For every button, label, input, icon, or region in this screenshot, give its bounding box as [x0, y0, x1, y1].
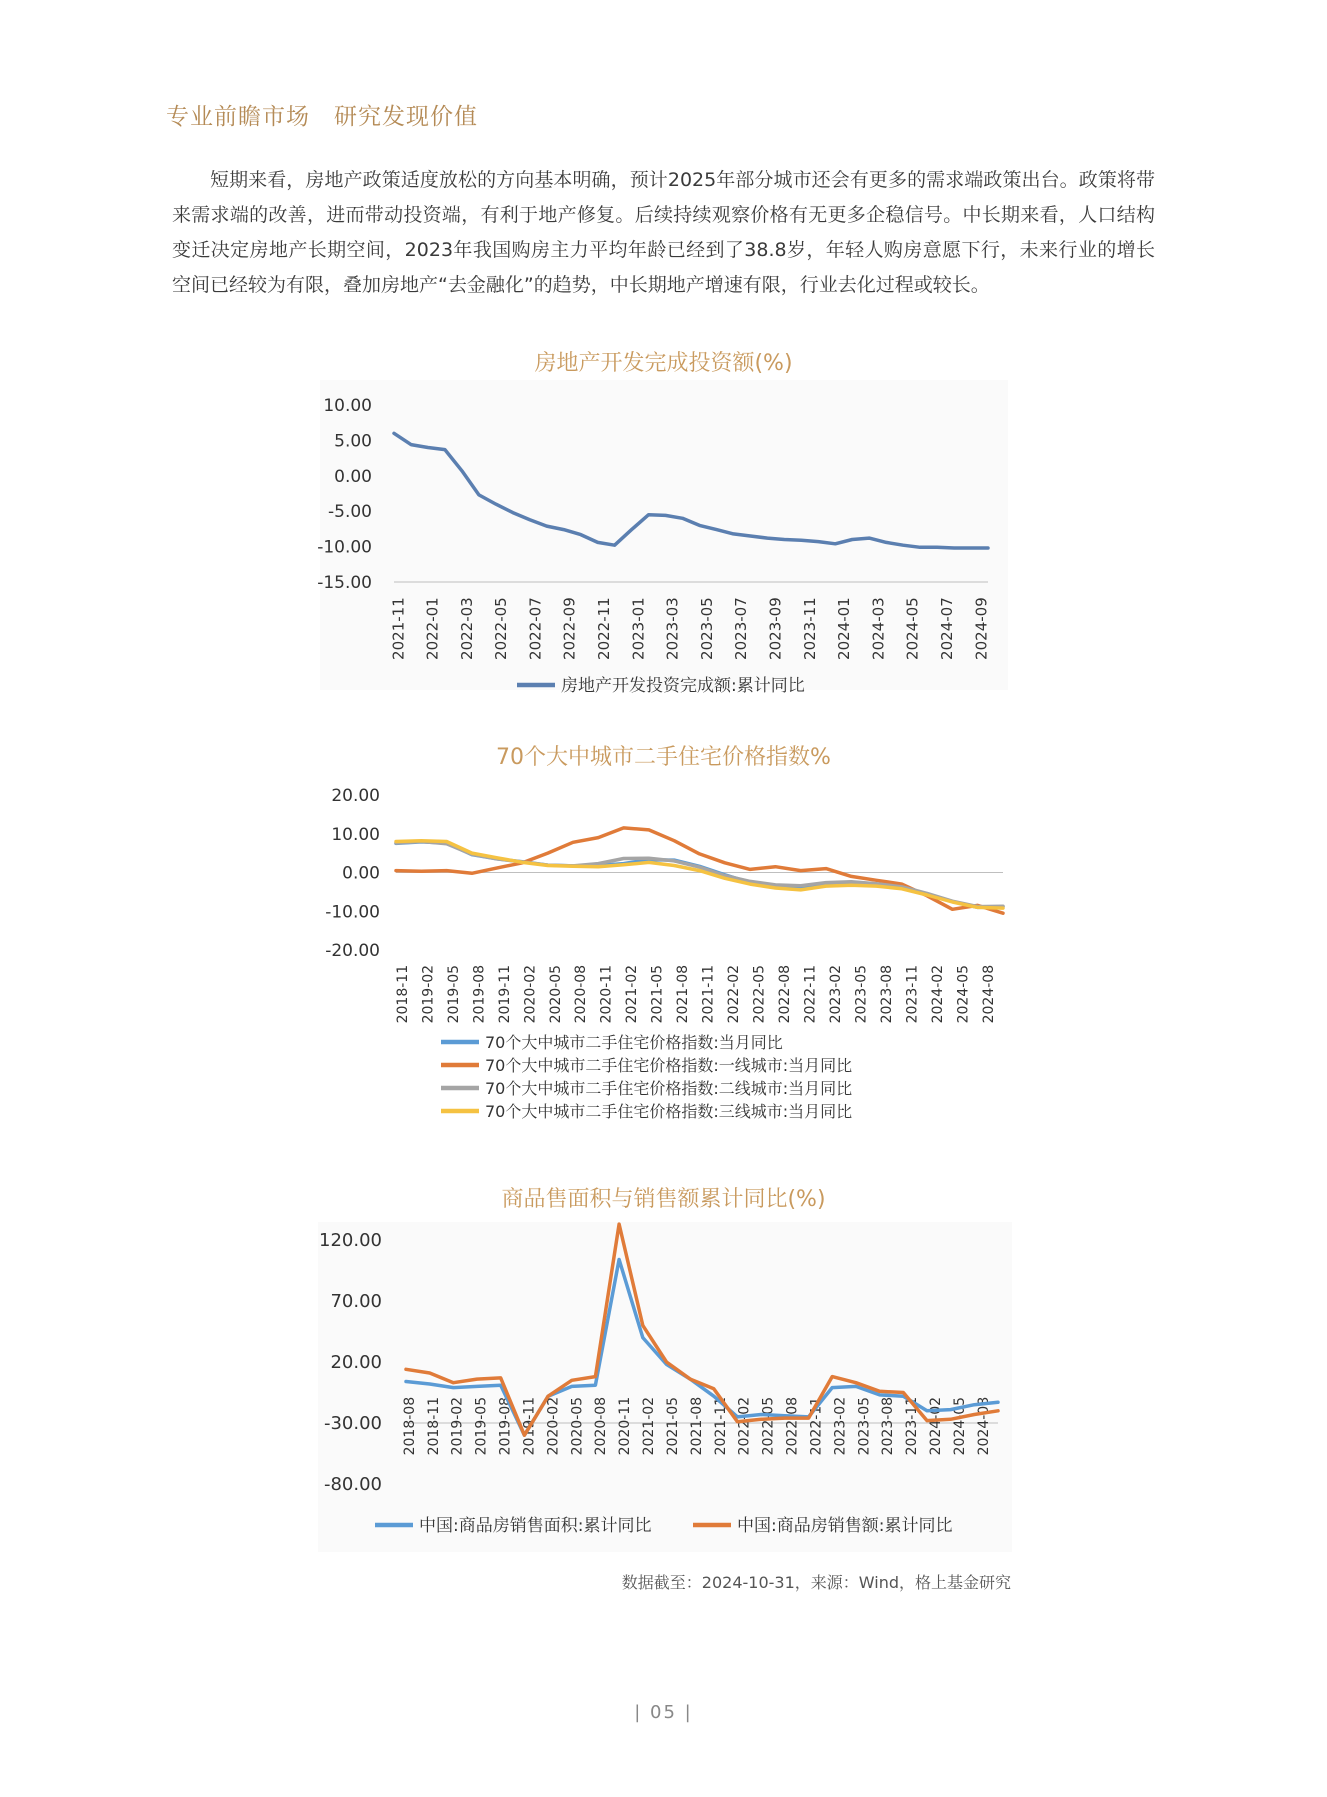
x-tick-label: 2022-11: [802, 964, 819, 1024]
x-tick-label: 2021-08: [688, 1396, 705, 1456]
x-tick-label: 2019-05: [445, 964, 462, 1024]
legend-label: 70个大中城市二手住宅价格指数:二线城市:当月同比: [485, 1079, 853, 1098]
x-tick-label: 2022-01: [423, 597, 442, 660]
x-tick-label: 2023-05: [853, 964, 870, 1024]
y-tick-label: -5.00: [328, 502, 372, 523]
y-tick-label: 10.00: [331, 824, 380, 845]
y-tick-label: 10.00: [323, 396, 372, 416]
legend-label: 中国:商品房销售额:累计同比: [737, 1516, 953, 1536]
x-tick-label: 2019-11: [521, 1396, 538, 1456]
y-tick-label: 20.00: [331, 786, 380, 806]
x-tick-label: 2021-11: [712, 1396, 729, 1456]
x-tick-label: 2021-02: [641, 1396, 658, 1456]
legend-label: 70个大中城市二手住宅价格指数:当月同比: [485, 1033, 783, 1052]
x-tick-label: 2023-09: [766, 597, 785, 660]
x-tick-label: 2022-02: [726, 964, 743, 1024]
page-number: | 05 |: [634, 1702, 693, 1723]
x-tick-label: 2021-08: [675, 964, 692, 1024]
x-tick-label: 2024-03: [869, 597, 888, 660]
x-tick-label: 2024-01: [835, 597, 854, 660]
chart3: [0, 1222, 1327, 1557]
series-line-4: [396, 841, 1003, 908]
y-tick-label: 20.00: [330, 1352, 382, 1373]
x-tick-label: 2020-05: [547, 964, 564, 1024]
x-tick-label: 2021-02: [624, 964, 641, 1024]
x-tick-label: 2023-11: [904, 1396, 921, 1456]
x-tick-label: 2023-05: [856, 1396, 873, 1456]
y-tick-label: -20.00: [325, 941, 380, 961]
body-paragraph: 短期来看，房地产政策适度放松的方向基本明确，预计2025年部分城市还会有更多的需求端政策出台。政策将带来需求端的改善，进而带动投资端，有利于地产修复。后续持续观察价格有无更多企稳信号。中长期来看，人口结构变迁决定房地产长期空间，2023年我国购房主力平均年龄已经到了38.8岁，年轻人购房意愿下行，未来行业的增长空间已经较为有限，叠加房地产“去金融化”的趋势，中长期地产增速有限，行业去化过程或较长。: [172, 169, 1155, 296]
x-tick-label: 2024-08: [975, 1396, 992, 1456]
x-tick-label: 2022-05: [760, 1396, 777, 1456]
x-tick-label: 2024-09: [972, 597, 991, 660]
x-tick-label: 2022-11: [595, 597, 614, 660]
x-tick-label: 2023-07: [732, 597, 751, 660]
x-tick-label: 2023-08: [880, 1396, 897, 1456]
x-tick-label: 2020-02: [545, 1396, 562, 1456]
x-tick-label: 2021-05: [649, 964, 666, 1024]
x-tick-label: 2023-02: [832, 1396, 849, 1456]
x-tick-label: 2018-11: [425, 1396, 442, 1456]
x-tick-label: 2020-05: [569, 1396, 586, 1456]
x-tick-label: 2018-11: [394, 964, 411, 1024]
legend-label: 70个大中城市二手住宅价格指数:三线城市:当月同比: [485, 1102, 853, 1121]
y-tick-label: -15.00: [317, 573, 372, 593]
y-tick-label: 120.00: [319, 1230, 382, 1251]
x-tick-label: 2021-11: [389, 597, 408, 660]
x-tick-label: 2019-02: [420, 964, 437, 1024]
x-tick-label: 2023-05: [697, 597, 716, 660]
x-tick-label: 2022-08: [777, 964, 794, 1024]
y-tick-label: -10.00: [325, 902, 380, 923]
x-tick-label: 2019-08: [497, 1396, 514, 1456]
y-tick-label: 5.00: [334, 431, 372, 452]
x-tick-label: 2023-08: [878, 964, 895, 1024]
chart3-title: 商品售面积与销售额累计同比(%): [501, 1187, 826, 1212]
x-tick-label: 2024-02: [929, 964, 946, 1024]
page-header: 专业前瞻市场 研究发现价值: [166, 104, 478, 130]
x-tick-label: 2023-02: [828, 964, 845, 1024]
x-tick-label: 2024-05: [955, 964, 972, 1024]
chart2-title: 70个大中城市二手住宅价格指数%: [496, 745, 831, 770]
x-tick-label: 2023-11: [904, 964, 921, 1024]
x-tick-label: 2022-07: [526, 597, 545, 660]
series-line-1: [396, 842, 1003, 908]
y-tick-label: 0.00: [334, 466, 372, 487]
y-tick-label: -80.00: [323, 1474, 382, 1495]
series-line-3: [396, 842, 1003, 907]
chart2: [0, 775, 1327, 1140]
chart1: [0, 380, 1327, 710]
x-tick-label: 2019-08: [471, 964, 488, 1024]
x-tick-label: 2021-05: [664, 1396, 681, 1456]
x-tick-label: 2023-11: [800, 597, 819, 660]
x-tick-label: 2022-08: [784, 1396, 801, 1456]
legend-label: 70个大中城市二手住宅价格指数:一线城市:当月同比: [485, 1056, 853, 1075]
legend-label: 房地产开发投资完成额:累计同比: [561, 676, 805, 696]
y-tick-label: 0.00: [342, 863, 380, 884]
chart3-background: [318, 1222, 1012, 1552]
x-tick-label: 2019-02: [449, 1396, 466, 1456]
x-tick-label: 2018-08: [401, 1396, 418, 1456]
x-tick-label: 2023-01: [629, 597, 648, 660]
y-tick-label: -30.00: [323, 1413, 382, 1434]
chart1-title: 房地产开发完成投资额(%): [534, 351, 793, 376]
x-tick-label: 2022-02: [736, 1396, 753, 1456]
x-tick-label: 2020-08: [593, 1396, 610, 1456]
x-tick-label: 2020-11: [598, 964, 615, 1024]
x-tick-label: 2020-02: [522, 964, 539, 1024]
x-tick-label: 2020-08: [573, 964, 590, 1024]
x-tick-label: 2020-11: [617, 1396, 634, 1456]
x-tick-label: 2024-05: [951, 1396, 968, 1456]
x-tick-label: 2023-03: [663, 597, 682, 660]
x-tick-label: 2024-02: [928, 1396, 945, 1456]
x-tick-label: 2022-03: [457, 597, 476, 660]
x-tick-label: 2019-11: [496, 964, 513, 1024]
x-tick-label: 2024-05: [903, 597, 922, 660]
x-tick-label: 2024-07: [937, 597, 956, 660]
legend-label: 中国:商品房销售面积:累计同比: [419, 1516, 652, 1536]
x-tick-label: 2022-05: [492, 597, 511, 660]
y-tick-label: -10.00: [317, 537, 372, 558]
x-tick-label: 2022-05: [751, 964, 768, 1024]
x-tick-label: 2019-05: [473, 1396, 490, 1456]
data-source-note: 数据截至：2024-10-31，来源：Wind，格上基金研究: [621, 1573, 1011, 1592]
y-tick-label: 70.00: [330, 1291, 382, 1312]
x-tick-label: 2022-09: [560, 597, 579, 660]
x-tick-label: 2024-08: [980, 964, 997, 1024]
x-tick-label: 2021-11: [700, 964, 717, 1024]
x-tick-label: 2022-11: [808, 1396, 825, 1456]
